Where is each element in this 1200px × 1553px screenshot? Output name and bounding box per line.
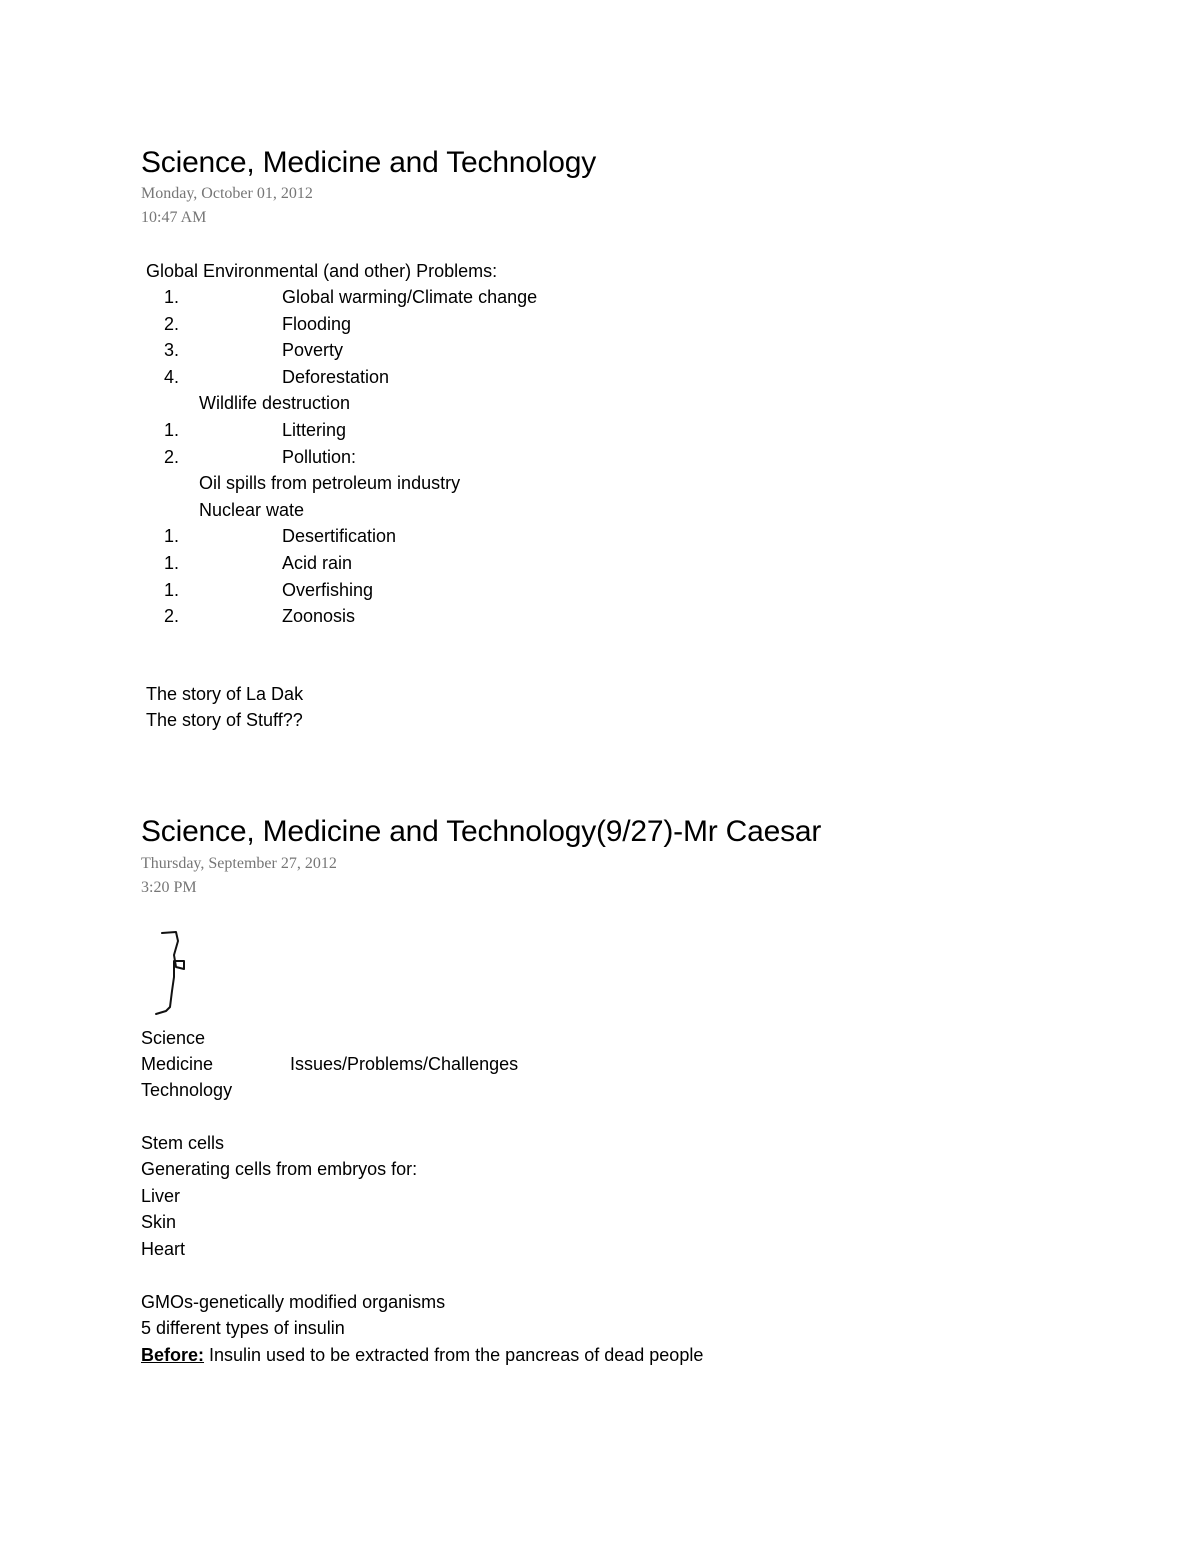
note2-time: 3:20 PM [141,879,197,896]
list-item: Zoonosis [282,606,356,626]
list-item-number: 3. [164,340,180,360]
before-label: Before: [141,1345,205,1365]
line-science: Science [141,1028,206,1048]
before-text: Insulin used to be extracted from the pancreas of dead people [204,1345,704,1365]
list-sub-item: Nuclear wate [199,500,305,520]
note1-time: 10:47 AM [141,209,207,226]
line-technology: Technology [141,1080,233,1100]
line-generating: Generating cells from embryos for: [141,1159,418,1179]
note1-date: Monday, October 01, 2012 [141,185,313,202]
line-liver: Liver [141,1186,181,1206]
note2-date: Thursday, September 27, 2012 [141,855,337,872]
note1-title: Science, Medicine and Technology [141,146,597,179]
list-sub-item: Oil spills from petroleum industry [199,473,461,493]
handwritten-drawing [140,925,200,1025]
list-item-number: 1. [164,420,180,440]
list-item-number: 1. [164,526,180,546]
list-sub-item: Wildlife destruction [199,393,351,413]
line-gmos: GMOs-genetically modified organisms [141,1292,446,1312]
list-item: Littering [282,420,347,440]
list-item: Global warming/Climate change [282,287,538,307]
list-item: Overfishing [282,580,374,600]
line-skin: Skin [141,1212,177,1232]
list-item-number: 4. [164,367,180,387]
line-stem-cells: Stem cells [141,1133,225,1153]
list-item: Deforestation [282,367,390,387]
line-before [141,1342,703,1368]
story-la-dak: The story of La Dak [146,684,304,704]
list-item: Desertification [282,526,397,546]
list-item: Acid rain [282,553,353,573]
list-item-number: 2. [164,314,180,334]
line-medicine: Medicine [141,1054,214,1074]
list-item-number: 2. [164,606,180,626]
list-item: Flooding [282,314,352,334]
line-insulin-types: 5 different types of insulin [141,1318,345,1338]
story-of-stuff: The story of Stuff?? [146,710,303,730]
list-item-number: 1. [164,553,180,573]
list-item: Pollution: [282,447,357,467]
line-heart: Heart [141,1239,186,1259]
list-item-number: 2. [164,447,180,467]
list-item: Poverty [282,340,344,360]
note1-heading: Global Environmental (and other) Problems: [146,261,498,281]
list-item-number: 1. [164,580,180,600]
line-issues: Issues/Problems/Challenges [290,1054,519,1074]
note2-title: Science, Medicine and Technology(9/27)-Mr Caesar [141,815,822,848]
list-item-number: 1. [164,287,180,307]
